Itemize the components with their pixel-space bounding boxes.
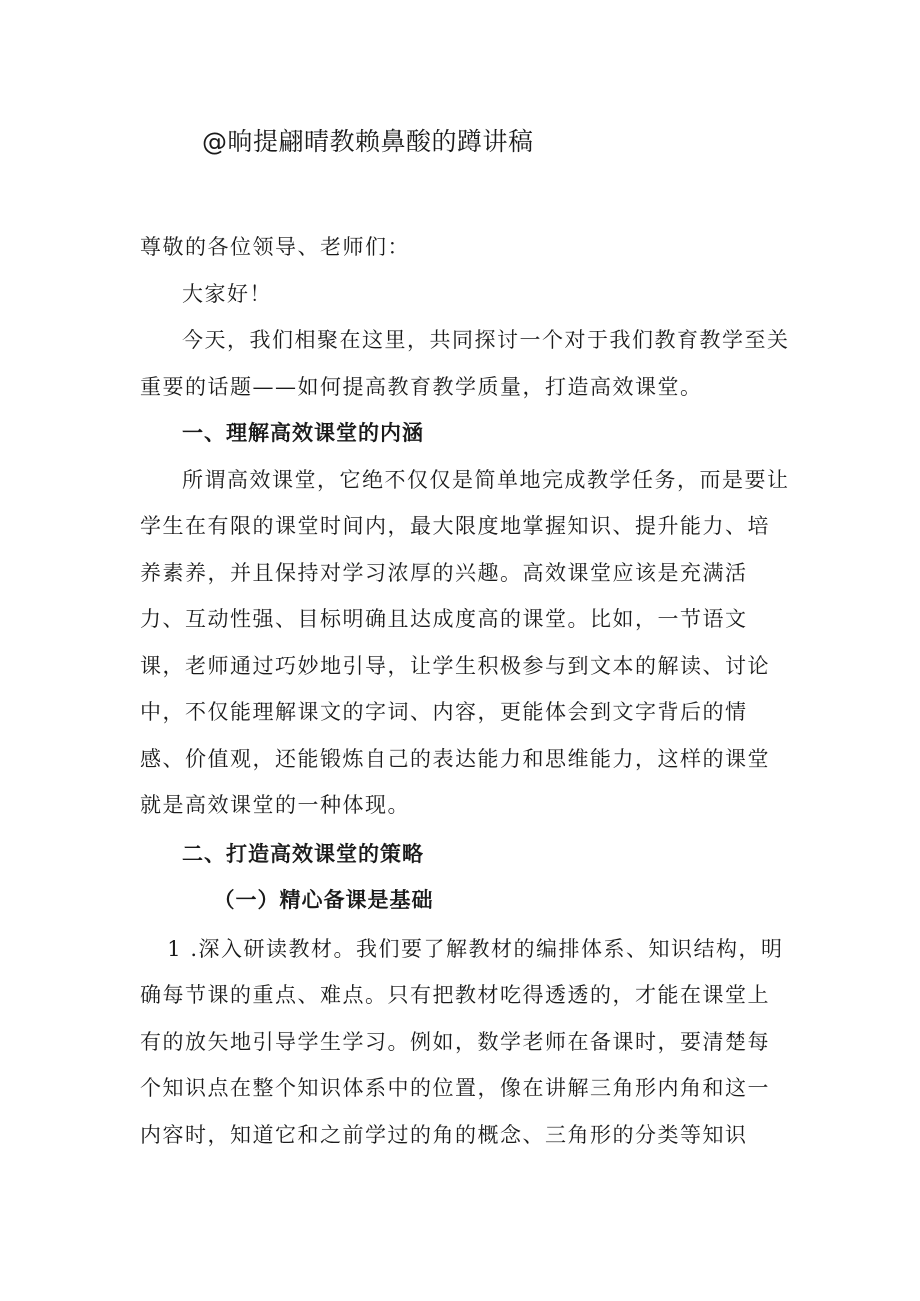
section-heading-1: 一、理解高效课堂的内涵	[182, 421, 424, 445]
subsection-heading-1: （一）精心备课是基础	[213, 888, 434, 912]
item-1-paragraph: 1 .深入研读教材。我们要了解教材的编排体系、知识结构，明确每节课的重点、难点。只有把教材吃得透透的，才能在课堂上有的放矢地引导学生学习。例如，数学老师在备课时，要清楚每个知识点在整个知识体系中的位置，像在讲解三角形内角和这一内容时，知道它和之前学过的角的概念、三角形的分类等知识	[140, 936, 784, 1147]
document-title: @晌提翩晴教赖鼻酸的蹲讲稿	[202, 127, 534, 156]
hello-line: 大家好！	[182, 281, 272, 306]
section-heading-2: 二、打造高效课堂的策略	[182, 841, 424, 866]
document-body	[140, 224, 790, 1158]
section-1-paragraph: 所谓高效课堂，它绝不仅仅是简单地完成教学任务，而是要让学生在有限的课堂时间内，最大限度地掌握知识、提升能力、培养素养，并且保持对学习浓厚的兴趣。高效课堂应该是充满活力、互动性强、目标明确且达成度高的课堂。比如，一节语文课，老师通过巧妙地引导，让学生积极参与到文本的解读、讨论中，不仅能理解课文的字词、内容，更能体会到文字背后的情感、价值观，还能锻炼自己的表达能力和思维能力，这样的课堂就是高效课堂的一种体现。	[140, 467, 790, 817]
intro-paragraph: 今天，我们相聚在这里，共同探讨一个对于我们教育教学至关重要的话题——如何提高教育教学质量，打造高效课堂。	[140, 328, 790, 399]
greeting: 尊敬的各位领导、老师们：	[140, 235, 410, 259]
